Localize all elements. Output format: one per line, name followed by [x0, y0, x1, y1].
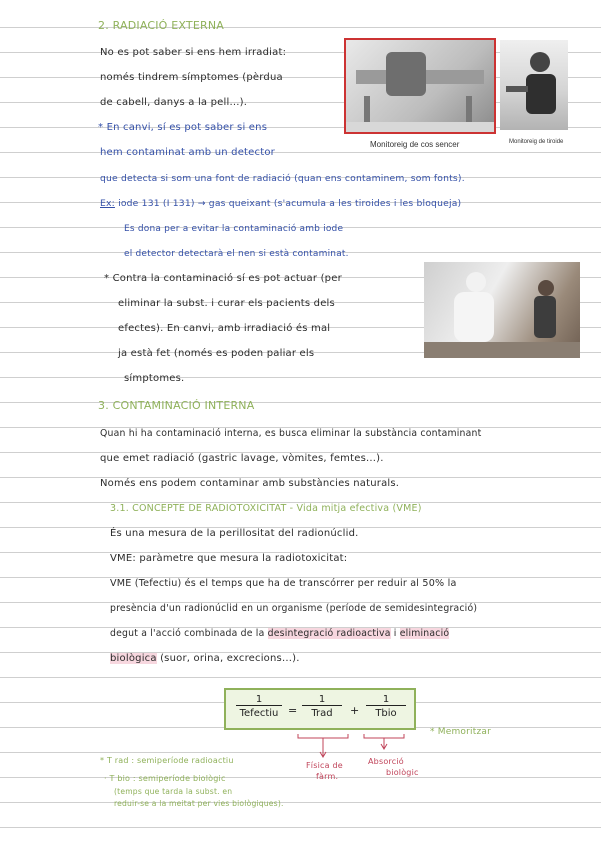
denominator: Tbio	[375, 708, 397, 719]
note-text: (temps que tarda la subst. en	[114, 787, 233, 796]
text-line: hem contaminat amb un detector	[100, 147, 275, 158]
text-line: És una mesura de la perillositat del radionúclid.	[110, 528, 359, 539]
note-trad: * T rad : semiperíode radioactiu	[100, 756, 234, 765]
text-line: * Contra la contaminació sí es pot actuar (per	[104, 273, 342, 284]
text-line: VME (Tefectiu) és el temps que ha de transcórrer per reduir al 50% la	[110, 578, 457, 589]
text-line: * En canvi, sí es pot saber si ens	[98, 122, 268, 133]
denominator: Tefectiu	[239, 708, 279, 719]
highlight-eliminacio: eliminació	[399, 628, 450, 639]
note-tbio: · T bio : semiperíode biològic	[104, 774, 226, 783]
text-line: símptomes.	[124, 373, 185, 384]
numerator: 1	[302, 694, 342, 706]
heading-radiotoxicitat: 3.1. CONCEPTE DE RADIOTOXICITAT - Vida mitja efectiva (VME)	[110, 503, 422, 514]
text-line: que detecta si som una font de radiació (quan ens contaminem, som fonts).	[100, 173, 465, 184]
text-line: Quan hi ha contaminació interna, es busca eliminar la substància contaminant	[100, 428, 482, 439]
whole-body-monitor-photo	[344, 38, 496, 134]
heading-contaminacio-interna: 3. CONTAMINACIÓ INTERNA	[98, 399, 255, 412]
heading-radiacio-externa: 2. RADIACIÓ EXTERNA	[98, 19, 224, 32]
text-line: que emet radiació (gastric lavage, vòmites, femtes...).	[100, 453, 384, 464]
text-span: (suor, orina, excrecions...).	[156, 653, 300, 664]
text-line: efectes). En canvi, amb irradiació és mal	[118, 323, 331, 334]
caption-whole-body: Monitoreig de cos sencer	[370, 140, 460, 149]
example-label: Ex:	[100, 198, 115, 209]
highlight-biologica: biològica	[110, 653, 157, 664]
text-line: Es dona per a evitar la contaminació amb iode	[124, 224, 344, 234]
numerator: 1	[366, 694, 406, 706]
text-span: i	[390, 628, 400, 639]
text-line	[110, 628, 449, 640]
arrow-label: Absorció	[368, 757, 404, 766]
thyroid-monitor-photo	[500, 40, 568, 130]
example-text: iode 131 (I 131) → gas queixant (s'acumula a les tiroides i les bloqueja)	[114, 198, 462, 209]
text-span: degut a l'acció combinada de la	[110, 628, 268, 639]
text-line: només tindrem símptomes (pèrdua	[100, 72, 283, 83]
arrow-label: Física de	[306, 761, 343, 770]
text-line: ja està fet (només es poden paliar els	[118, 348, 315, 359]
caption-thyroid: Monitoreig de tiroide	[509, 139, 564, 145]
text-line: VME: paràmetre que mesura la radiotoxicitat:	[110, 553, 348, 564]
equals-sign: =	[288, 704, 298, 717]
text-line: el detector detectarà el nen si està contaminat.	[124, 249, 349, 259]
text-line: Només ens podem contaminar amb substàncies naturals.	[100, 478, 400, 489]
denominator: Trad	[311, 708, 333, 719]
fraction-trad	[302, 694, 342, 719]
plus-sign: +	[350, 704, 360, 717]
vme-formula-box	[224, 688, 416, 730]
text-line	[110, 653, 300, 665]
text-line	[100, 198, 461, 210]
note-text: reduir-se a la meitat per vies biològiques).	[114, 799, 284, 808]
fraction-tefectiu	[236, 694, 282, 719]
memoritzar-note: * Memoritzar	[430, 727, 492, 737]
text-line: presència d'un radionúclid en un organisme (període de semidesintegració)	[110, 603, 478, 614]
text-line: eliminar la subst. i curar els pacients dels	[118, 298, 335, 309]
arrow-label: biològic	[386, 768, 419, 777]
highlight-desintegracio: desintegració radioactiva	[267, 628, 391, 639]
numerator: 1	[236, 694, 282, 706]
decontamination-photo	[424, 262, 580, 358]
text-line: No es pot saber si ens hem irradiat:	[100, 47, 287, 58]
text-line: de cabell, danys a la pell...).	[100, 97, 248, 108]
arrow-label: fàrm.	[316, 772, 339, 781]
fraction-tbio	[366, 694, 406, 719]
